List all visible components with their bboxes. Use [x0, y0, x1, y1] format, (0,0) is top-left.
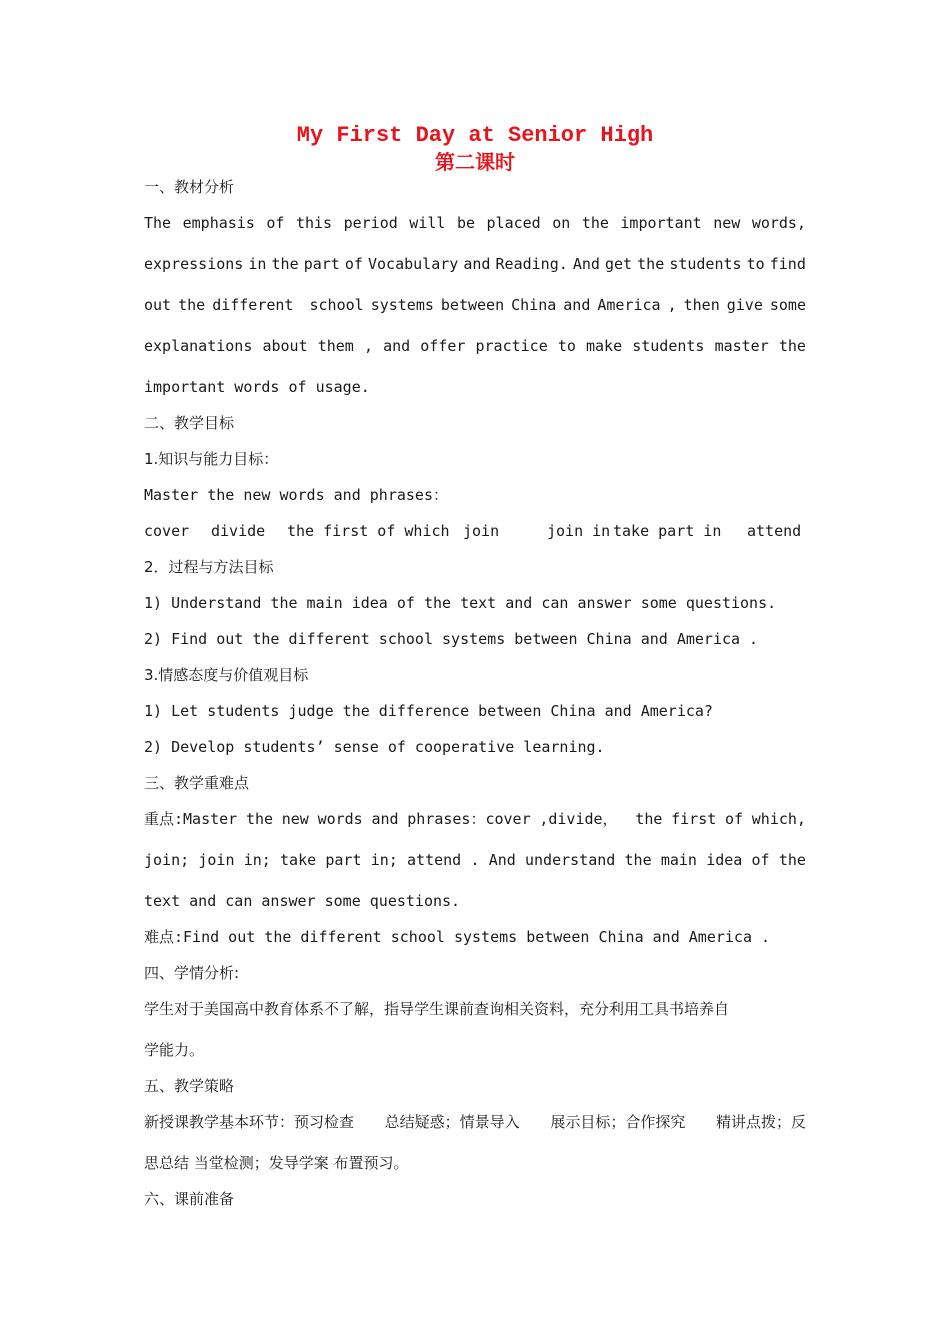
text-word: and — [563, 296, 591, 314]
text-word: first — [671, 810, 717, 828]
text-word: 总结疑惑；情景导入 — [384, 1113, 520, 1131]
word-item: join in — [547, 522, 611, 540]
text-word: of — [751, 851, 770, 869]
section4-line: 学能力。 — [144, 1041, 205, 1059]
text-word: America — [597, 296, 661, 314]
text-word: The — [144, 214, 172, 232]
section2-sub3: 3.情感态度与价值观目标 — [144, 666, 309, 684]
word-item: divide — [211, 522, 266, 540]
text-word: part — [325, 851, 362, 869]
text-word: main — [660, 851, 697, 869]
text-word: then — [683, 296, 720, 314]
key-points-line: text and can answer some questions. — [144, 892, 461, 910]
text-word: of — [344, 255, 363, 273]
text-word: idea — [706, 851, 743, 869]
text-word: be — [456, 214, 475, 232]
text-word: take — [280, 851, 317, 869]
text-word: some — [769, 296, 806, 314]
text-word: students — [669, 255, 742, 273]
text-word: about — [262, 337, 308, 355]
objective-item: 1) Understand the main idea of the text and can answer some questions. — [144, 594, 777, 612]
section1-line — [144, 254, 806, 274]
text-word: expressions — [144, 255, 244, 273]
text-word: placed — [486, 214, 541, 232]
text-word: attend — [407, 851, 462, 869]
section1-line — [144, 336, 806, 356]
section5-heading: 五、教学策略 — [144, 1077, 235, 1095]
text-word: 精讲点拨；反 — [715, 1113, 806, 1131]
text-word: give — [726, 296, 763, 314]
text-word: the — [778, 337, 806, 355]
text-word: 新授课教学基本环节：预习检查 — [144, 1113, 355, 1131]
section1-heading: 一、教材分析 — [144, 178, 235, 196]
text-word: ,divide， — [539, 810, 618, 828]
text-word: the — [626, 810, 663, 828]
text-word: different — [212, 296, 294, 314]
section2-sub2: 2．过程与方法目标 — [144, 558, 274, 576]
text-word: join — [198, 851, 235, 869]
text-word: join; — [144, 851, 190, 869]
text-word: And — [488, 851, 516, 869]
text-word: phrases：cover — [407, 810, 531, 828]
section2-sub1: 1.知识与能力目标： — [144, 450, 279, 468]
title-english: My First Day at Senior High — [296, 123, 654, 148]
section6-heading: 六、课前准备 — [144, 1190, 235, 1208]
text-word: the — [581, 214, 609, 232]
word-list — [144, 521, 806, 541]
text-word: Vocabulary — [368, 255, 459, 273]
text-word: get — [605, 255, 633, 273]
objective-item: 1) Let students judge the difference between China and America? — [144, 702, 713, 720]
text-word: offer — [420, 337, 466, 355]
text-word: words — [317, 810, 363, 828]
text-word: in; — [243, 851, 271, 869]
text-word: and — [371, 810, 399, 828]
text-word: emphasis — [182, 214, 255, 232]
word-item: attend — [747, 522, 802, 540]
text-word: students — [632, 337, 705, 355]
text-word: to — [557, 337, 576, 355]
section5-line: 思总结 当堂检测；发导学案 布置预习。 — [144, 1154, 409, 1172]
text-word: which, — [751, 810, 806, 828]
text-word: Reading. — [495, 255, 568, 273]
section1-last-line: important words of usage. — [144, 378, 370, 396]
section5-line — [144, 1112, 806, 1132]
key-points-line — [144, 850, 806, 870]
objective-item: 2) Find out the different school systems between China and America . — [144, 630, 759, 648]
word-item: join — [463, 522, 500, 540]
text-word: and — [463, 255, 491, 273]
master-phrases: Master the new words and phrases： — [144, 486, 448, 504]
word-item: cover — [144, 522, 190, 540]
text-word: new — [281, 810, 309, 828]
text-word: practice — [475, 337, 548, 355]
section1-line — [144, 295, 806, 315]
text-word: make — [586, 337, 623, 355]
text-word: of — [266, 214, 285, 232]
text-word: will — [409, 214, 446, 232]
text-word: . — [470, 851, 480, 869]
text-word: of — [725, 810, 744, 828]
text-word: And — [572, 255, 600, 273]
text-word: master — [714, 337, 769, 355]
text-word: and — [383, 337, 411, 355]
text-word: the — [271, 255, 299, 273]
section4-heading: 四、学情分析: — [144, 964, 240, 982]
text-word: in — [248, 255, 267, 273]
objective-item: 2) Develop students’ sense of cooperative learning. — [144, 738, 605, 756]
text-word: the — [637, 255, 665, 273]
text-word: them — [317, 337, 354, 355]
text-word: to — [746, 255, 765, 273]
text-word: understand — [525, 851, 616, 869]
key-points-line — [144, 809, 806, 829]
title-chinese: 第二课时 — [435, 150, 515, 174]
section1-line — [144, 213, 806, 233]
section3-heading: 三、教学重难点 — [144, 774, 250, 792]
difficult-points: 难点:Find out the different school systems between China and America . — [144, 928, 771, 946]
text-word: in; — [370, 851, 398, 869]
word-item: the first of which — [287, 522, 450, 540]
text-word: explanations — [144, 337, 253, 355]
text-word: words, — [751, 214, 806, 232]
text-word: the — [778, 851, 806, 869]
text-word: between — [440, 296, 505, 314]
word-item: take part in — [613, 522, 722, 540]
text-word: the — [245, 810, 274, 828]
text-word: part — [303, 255, 340, 273]
text-word: , — [667, 296, 677, 314]
text-word: out — [144, 296, 172, 314]
text-word: period — [343, 214, 398, 232]
text-word: school — [300, 296, 364, 314]
text-word: this — [295, 214, 333, 232]
section4-line: 学生对于美国高中教育体系不了解，指导学生课前查询相关资料，充分利用工具书培养自 — [144, 1000, 730, 1018]
text-word: find — [769, 255, 806, 273]
text-word: the — [178, 296, 206, 314]
text-word: 展示目标；合作探究 — [550, 1113, 686, 1131]
text-word: China — [511, 296, 557, 314]
text-word: systems — [370, 296, 434, 314]
text-word: , — [363, 337, 373, 355]
text-word: important — [620, 214, 702, 232]
text-word: the — [624, 851, 652, 869]
text-word: on — [552, 214, 571, 232]
section2-heading: 二、教学目标 — [144, 414, 235, 432]
text-word: new — [713, 214, 741, 232]
text-word: 重点:Master — [144, 810, 238, 828]
